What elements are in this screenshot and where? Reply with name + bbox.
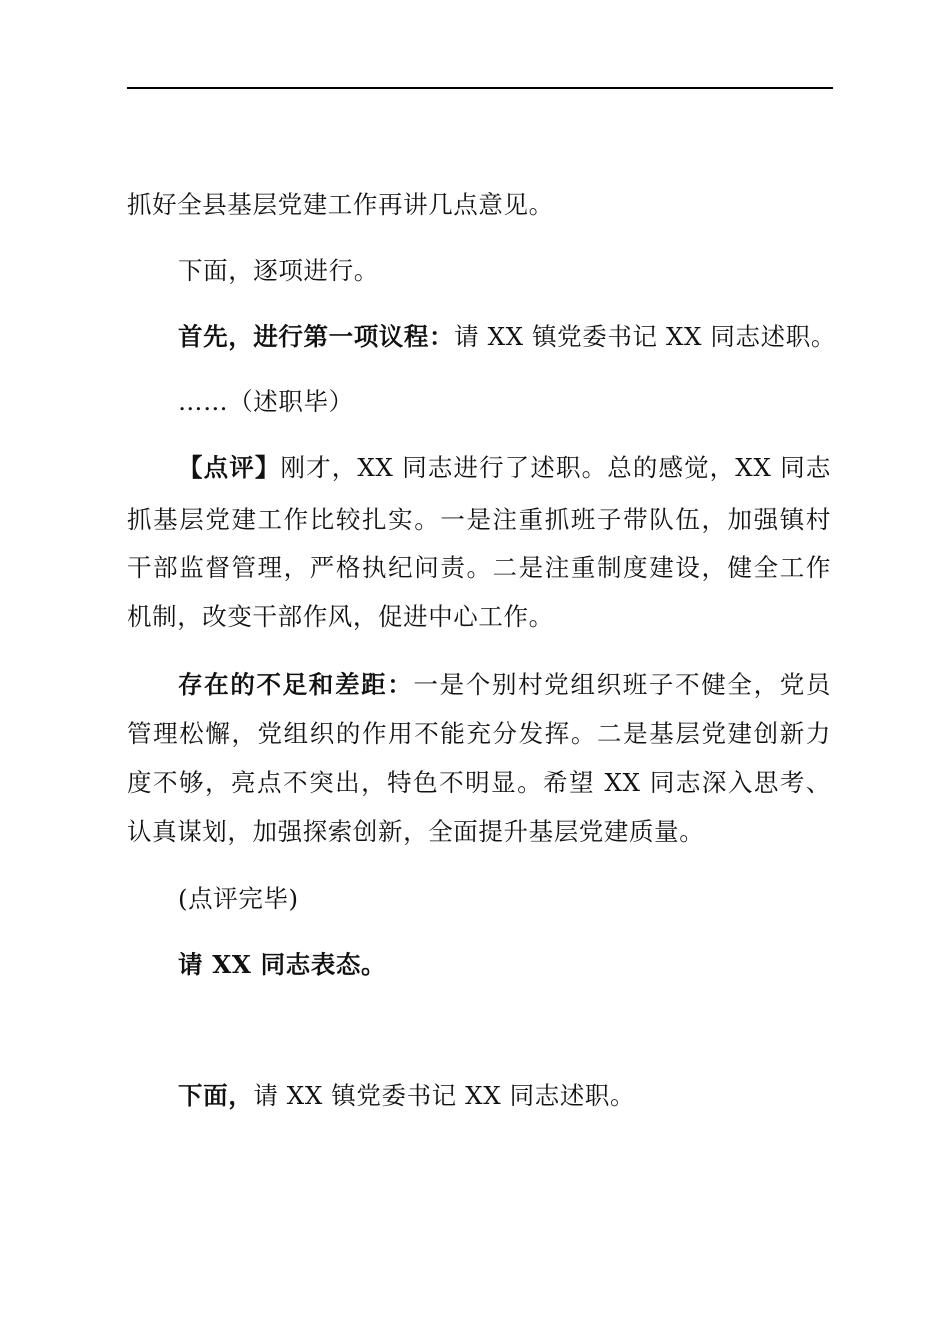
comment-paragraph-line [127, 553, 831, 583]
shortfall-paragraph-line [178, 670, 831, 700]
header-rule [127, 87, 833, 89]
shortfall-paragraph-line [127, 719, 831, 749]
text-line: 认真谋划，加强探索创新，全面提升基层党建质量。 [127, 817, 705, 846]
comment-tag: 【点评】 [178, 453, 281, 482]
next-speaker-paragraph [178, 1081, 888, 1111]
paragraph-line [127, 190, 837, 220]
text-line: 机制，改变干部作风，促进中心工作。 [127, 602, 554, 631]
speech-end-note [178, 387, 888, 417]
comment-end-note [178, 884, 888, 914]
paragraph-line [178, 256, 888, 286]
text-line: 下面，逐项进行。 [178, 256, 379, 285]
shortfall-lead: 存在的不足和差距： [178, 670, 414, 699]
text-line: 抓基层党建工作比较扎实。一是注重抓班子带队伍，加强镇村 [127, 505, 831, 534]
text-line: 抓好全县基层党建工作再讲几点意见。 [127, 190, 554, 219]
next-lead: 下面， [178, 1081, 254, 1110]
text-line: 度不够，亮点不突出，特色不明显。希望 XX 同志深入思考、 [127, 768, 831, 797]
text-line: 请 XX 同志表态。 [178, 950, 387, 979]
text-line: ……（述职毕） [178, 387, 354, 416]
text-line: 干部监督管理，严格执纪问责。二是注重制度建设，健全工作 [127, 553, 831, 582]
comment-paragraph-line [127, 505, 831, 535]
shortfall-paragraph-line [127, 768, 831, 798]
agenda-paragraph [178, 322, 888, 352]
text-line: 刚才，XX 同志进行了述职。总的感觉，XX 同志 [280, 453, 831, 482]
comment-paragraph-line [178, 453, 831, 483]
agenda-lead: 首先，进行第一项议程： [178, 322, 455, 351]
text-line: 请 XX 镇党委书记 XX 同志述职。 [253, 1081, 636, 1110]
comment-paragraph-line [127, 602, 837, 632]
agenda-text: 请 XX 镇党委书记 XX 同志述职。 [454, 322, 836, 351]
text-line: (点评完毕) [178, 884, 299, 913]
text-line: 一是个别村党组织班子不健全，党员 [413, 670, 831, 699]
text-line: 管理松懈，党组织的作用不能充分发挥。二是基层党建创新力 [127, 719, 831, 748]
shortfall-paragraph-line [127, 817, 837, 847]
statement-request [178, 950, 888, 980]
